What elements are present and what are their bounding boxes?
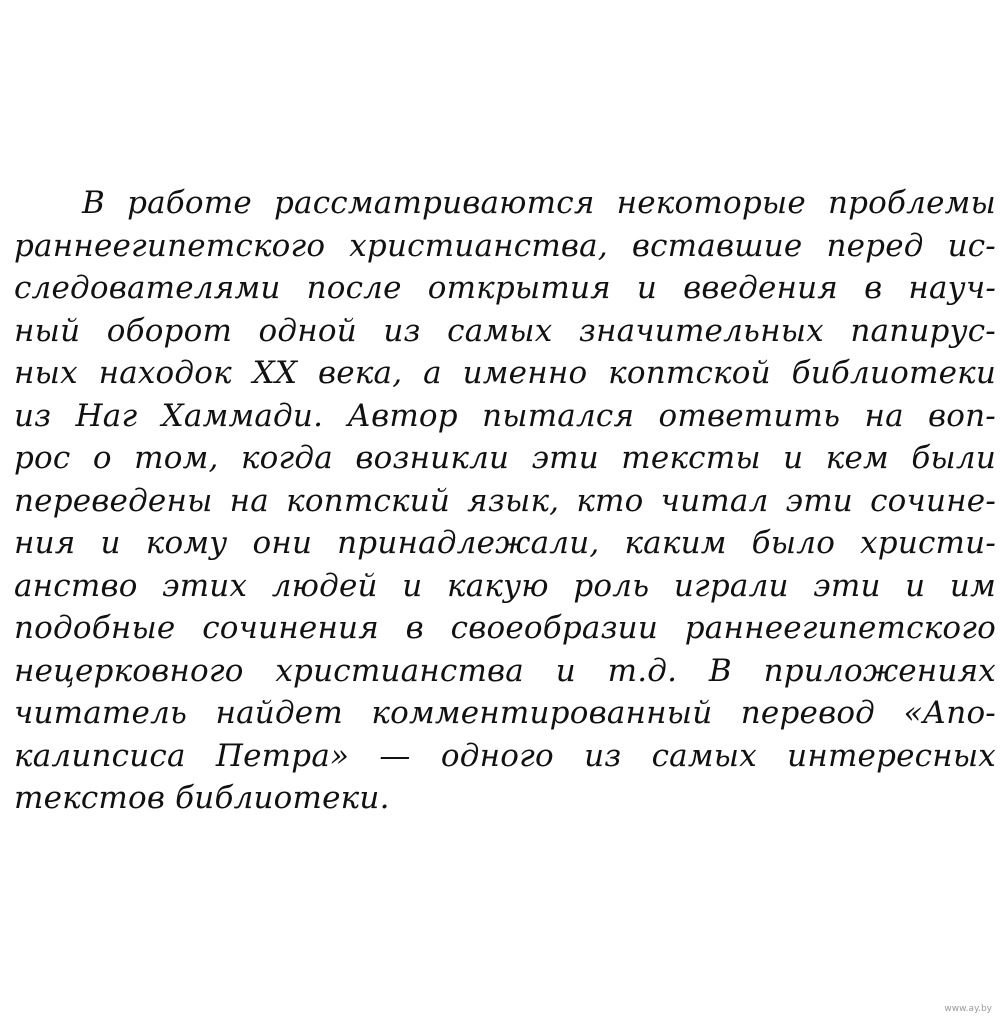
- paragraph-line: ния и кому они принадлежали, каким было христи-: [14, 525, 996, 561]
- annotation-paragraph: [14, 182, 996, 820]
- paragraph-line: ных находок XX века, а именно коптской библиотеки: [14, 355, 996, 391]
- paragraph-line: переведены на коптский язык, кто читал эти сочине-: [14, 482, 996, 519]
- paragraph-line: читатель найдет комментированный перевод «Апо-: [14, 695, 996, 731]
- paragraph-line: В работе рассматриваются некоторые проблемы: [82, 185, 996, 221]
- paragraph-line: калипсиса Петра» — одного из самых интересных: [14, 737, 996, 774]
- paragraph-line: рос о том, когда возникли эти тексты и кем были: [14, 440, 996, 476]
- paragraph-line: нецерковного христианства и т.д. В приложениях: [14, 652, 996, 689]
- paragraph-line: следователями после открытия и введения в науч-: [14, 270, 996, 306]
- paragraph-line: ный оборот одной из самых значительных папирус-: [14, 312, 996, 349]
- watermark-text: www.ay.by: [944, 1004, 992, 1014]
- paragraph-line: раннеегипетского христианства, вставшие перед ис-: [14, 227, 996, 264]
- paragraph-line: подобные сочинения в своеобразии раннеегипетского: [14, 610, 996, 646]
- paragraph-line: из Наг Хаммади. Автор пытался ответить на воп-: [14, 397, 996, 434]
- paragraph-line: текстов библиотеки.: [14, 780, 390, 816]
- paragraph-line: анство этих людей и какую роль играли эти и им: [14, 567, 996, 604]
